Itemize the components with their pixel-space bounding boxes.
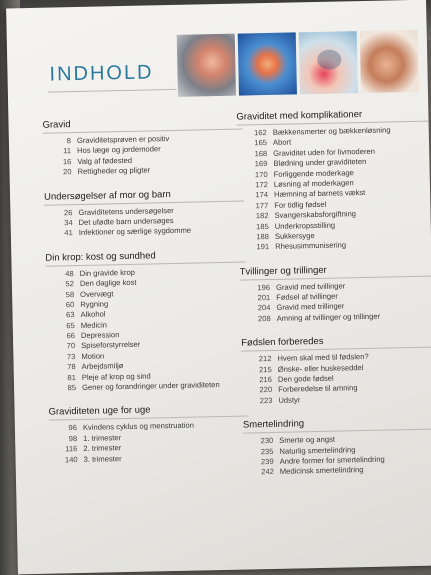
entry-page-number: 70 xyxy=(66,341,76,351)
section-title: Undersøgelser af mor og barn xyxy=(44,187,244,205)
entry-label: Forliggende moderkage xyxy=(273,167,354,179)
entry-page-number: 66 xyxy=(66,331,76,341)
entry-page-number: 162 xyxy=(254,128,267,138)
toc-section xyxy=(44,187,245,239)
entry-page-number: 11 xyxy=(63,146,72,156)
entry-page-number: 235 xyxy=(260,446,274,456)
entry-page-number: 78 xyxy=(67,362,76,372)
entry-page-number: 215 xyxy=(258,364,272,374)
entry-label: Underkropsstilling xyxy=(274,220,336,231)
entry-page-number: 96 xyxy=(68,423,78,433)
toc-section xyxy=(241,334,431,407)
entry-label: Rettigheder og pligter xyxy=(77,165,151,177)
entry-label: 2. trimester xyxy=(83,443,122,454)
entry-page-number: 170 xyxy=(254,169,268,179)
entry-label: Overvægt xyxy=(80,288,114,299)
toc-section xyxy=(240,262,431,325)
entry-label: Hvem skal med til fødslen? xyxy=(277,352,369,364)
entry-label: Udstyr xyxy=(278,395,301,405)
entry-label: Smerte og angst xyxy=(279,434,336,446)
entry-label: Arbejdsmiljø xyxy=(81,361,124,372)
page-title: INDHOLD xyxy=(49,61,154,86)
entry-page-number: 242 xyxy=(261,467,274,477)
entry-page-number: 172 xyxy=(255,179,268,190)
entry-page-number: 116 xyxy=(65,444,78,454)
entry-label: Valg af fødested xyxy=(77,155,133,166)
entry-label: Sukkersyge xyxy=(274,230,315,241)
entry-label: Ønske- eller huskeseddel xyxy=(277,362,364,374)
entry-label: Graviditetens undersøgelser xyxy=(78,205,174,217)
toc-section xyxy=(243,416,431,479)
entry-page-number: 204 xyxy=(257,303,271,313)
entry-label: Rhesusimmunisering xyxy=(275,240,347,252)
entry-label: Rygning xyxy=(80,299,109,309)
entry-label: Hos læge og jordemoder xyxy=(77,144,161,156)
entry-label: Bækkensmerter og bækkenløsning xyxy=(272,125,391,137)
entry-label: Blødning under graviditeten xyxy=(273,157,367,169)
entry-label: Pleje af krop og sind xyxy=(81,371,151,382)
section-title: Tvillinger og trillinger xyxy=(240,262,431,280)
entry-page-number: 52 xyxy=(65,279,74,289)
toc-right-column xyxy=(236,107,431,491)
entry-label: Din gravide krop xyxy=(79,267,136,278)
entry-label: Graviditet uden for livmoderen xyxy=(273,146,376,158)
entry-page-number: 201 xyxy=(257,293,271,303)
section-title: Graviditeten uge for uge xyxy=(48,403,248,421)
entry-page-number: 185 xyxy=(255,221,269,231)
title-rule xyxy=(48,89,176,93)
entry-page-number: 34 xyxy=(64,218,73,228)
entry-page-number: 174 xyxy=(255,190,269,200)
photo-hands xyxy=(360,30,419,93)
entry-label: Løsning af moderkagen xyxy=(273,178,354,189)
entry-page-number: 230 xyxy=(260,436,274,446)
entry-label: Depression xyxy=(80,330,120,341)
photo-baby-face xyxy=(299,31,358,94)
entry-page-number: 81 xyxy=(67,372,76,382)
entry-label: Gravid med trillinger xyxy=(276,301,345,313)
toc-section xyxy=(236,107,431,253)
entry-label: Kvindens cyklus og menstruation xyxy=(82,421,195,433)
entry-page-number: 48 xyxy=(65,268,74,279)
entry-label: Medicinsk smertelindring xyxy=(279,465,364,477)
toc-section xyxy=(48,403,249,466)
entry-page-number: 177 xyxy=(255,200,269,211)
entry-label: Gravid med tvillinger xyxy=(275,281,346,292)
entry-page-number: 16 xyxy=(62,156,72,167)
entry-label: Svangerskabsforgiftning xyxy=(274,209,357,221)
section-title: Din krop: kost og sundhed xyxy=(45,248,245,266)
entry-page-number: 60 xyxy=(65,300,75,310)
entry-label: Den daglige kost xyxy=(79,277,137,289)
entry-page-number: 216 xyxy=(259,375,273,385)
entry-label: Motion xyxy=(81,351,105,361)
entry-label: 1. trimester xyxy=(83,432,122,443)
entry-page-number: 98 xyxy=(68,433,78,444)
entry-page-number: 73 xyxy=(66,351,76,362)
entry-label: Naturlig smertelindring xyxy=(279,444,356,456)
photo-strip xyxy=(177,30,419,101)
entry-page-number: 63 xyxy=(66,310,75,320)
entry-label: 3. trimester xyxy=(83,453,122,464)
entry-page-number: 220 xyxy=(259,385,273,395)
toc-section xyxy=(42,116,243,179)
entry-label: Graviditetsprøven er positiv xyxy=(76,134,170,146)
section-title: Smertelindring xyxy=(243,416,431,434)
book-page xyxy=(6,0,431,574)
entry-label: Gener og forandringer under graviditeten xyxy=(81,380,220,392)
toc-section xyxy=(45,248,248,394)
entry-label: Hæmning af barnets vækst xyxy=(273,188,366,200)
entry-label: Infektioner og særlige sygdomme xyxy=(78,225,192,238)
entry-page-number: 20 xyxy=(63,167,72,177)
entry-label: Det ufødte barn undersøges xyxy=(78,215,174,227)
entry-label: Andre former for smertelindring xyxy=(279,454,385,466)
entry-label: For tidlig fødsel xyxy=(274,199,327,210)
section-title: Fødslen forberedes xyxy=(241,334,431,352)
entry-label: Alkohol xyxy=(80,309,106,320)
entry-page-number: 212 xyxy=(258,354,272,364)
entry-page-number: 41 xyxy=(64,228,73,238)
entry-label: Den gode fødsel xyxy=(277,373,334,384)
entry-page-number: 140 xyxy=(64,454,78,464)
entry-page-number: 85 xyxy=(67,383,77,393)
entry-page-number: 188 xyxy=(256,231,270,242)
section-title: Graviditet med komplikationer xyxy=(236,107,431,125)
entry-page-number: 239 xyxy=(260,456,274,467)
entry-page-number: 196 xyxy=(257,282,271,292)
section-title: Gravid xyxy=(42,116,242,134)
entry-label: Forberedelse til amning xyxy=(278,383,358,395)
entry-page-number: 58 xyxy=(65,289,75,299)
entry-page-number: 223 xyxy=(259,395,273,406)
entry-page-number: 169 xyxy=(254,159,268,169)
entry-label: Amning af tvillinger og trillinger xyxy=(276,311,381,323)
entry-page-number: 165 xyxy=(254,138,268,148)
entry-label: Spiseforstyrrelser xyxy=(81,340,141,351)
entry-page-number: 208 xyxy=(257,313,271,324)
photo-fetus xyxy=(238,32,297,95)
entry-page-number: 168 xyxy=(254,148,268,159)
entry-label: Fødsel af tvillinger xyxy=(276,291,338,302)
entry-label: Abort xyxy=(272,137,292,148)
entry-page-number: 191 xyxy=(256,242,270,252)
entry-page-number: 65 xyxy=(66,320,75,330)
entry-page-number: 8 xyxy=(66,136,71,146)
entry-page-number: 182 xyxy=(255,211,269,221)
photo-pregnant-belly xyxy=(177,34,236,97)
entry-page-number: 26 xyxy=(63,207,73,217)
entry-label: Medicin xyxy=(80,320,108,330)
toc-left-column xyxy=(42,116,249,479)
